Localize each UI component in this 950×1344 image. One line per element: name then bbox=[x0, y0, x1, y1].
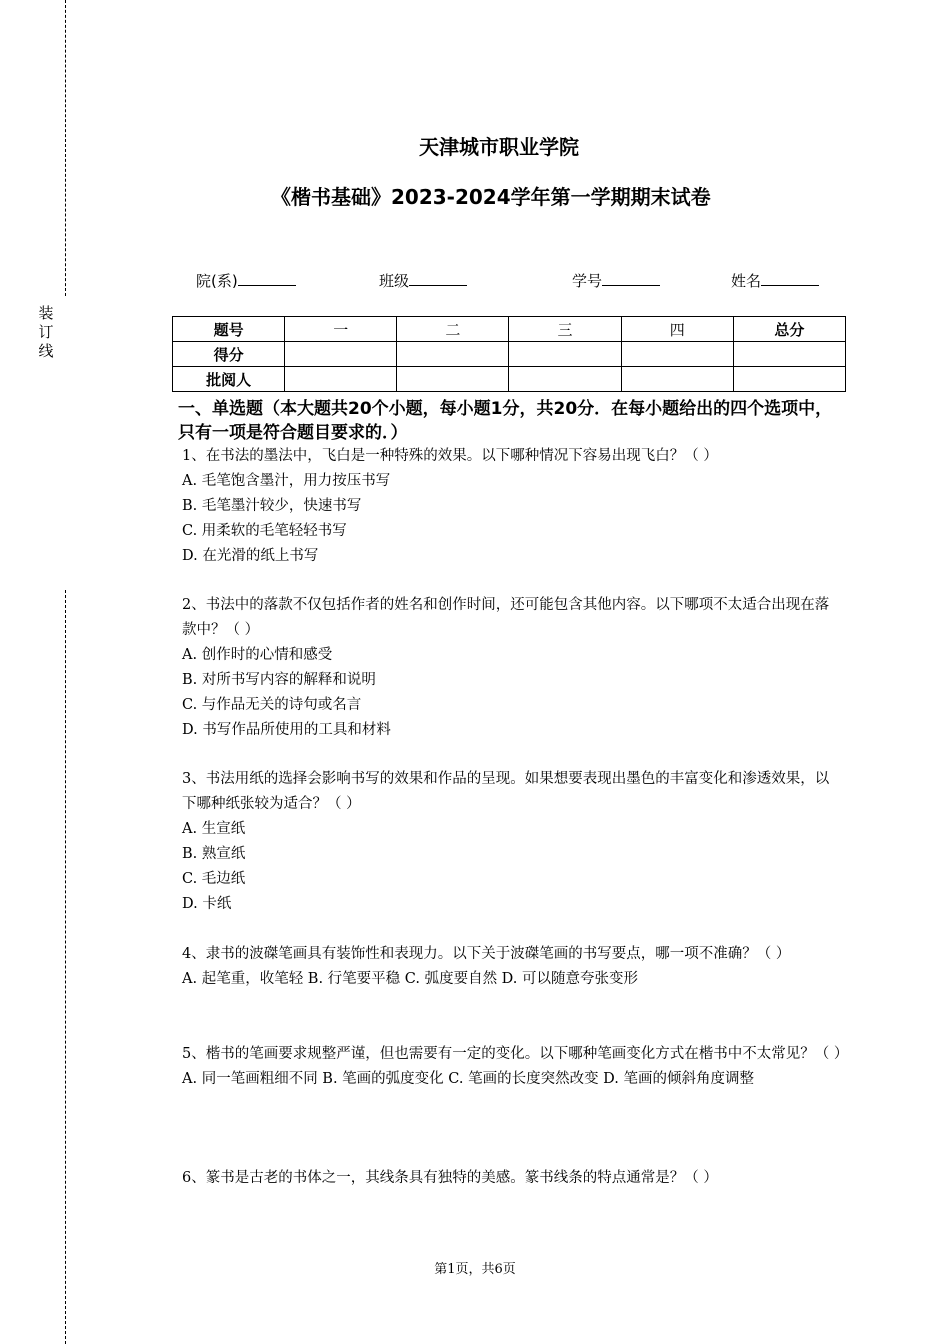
question-stem: 1、在书法的墨法中，飞白是一种特殊的效果。以下哪种情况下容易出现飞白？（ ） bbox=[182, 448, 718, 464]
option: B. 熟宣纸 bbox=[182, 846, 246, 862]
question-stem: 2、书法中的落款不仅包括作者的姓名和创作时间，还可能包含其他内容。以下哪项不太适合出现在落款中？（ ） bbox=[182, 597, 830, 638]
option: B. 对所书写内容的解释和说明 bbox=[182, 672, 376, 688]
department-field: 院(系) bbox=[196, 270, 296, 291]
question-2 bbox=[182, 593, 842, 743]
score-cell[interactable] bbox=[509, 342, 621, 367]
score-header-cell: 三 bbox=[509, 317, 621, 342]
grader-cell[interactable] bbox=[621, 367, 733, 392]
question-5 bbox=[182, 1042, 849, 1092]
option: D. 卡纸 bbox=[182, 896, 232, 912]
question-1 bbox=[182, 444, 842, 569]
score-table-header-row bbox=[173, 317, 846, 342]
score-header-cell: 二 bbox=[397, 317, 509, 342]
question-stem: 5、楷书的笔画要求规整严谨，但也需要有一定的变化。以下哪种笔画变化方式在楷书中不太常见？（ ） bbox=[182, 1046, 849, 1062]
student-id-field: 学号 bbox=[572, 270, 660, 291]
grader-row bbox=[173, 367, 846, 392]
department-blank[interactable] bbox=[238, 271, 296, 286]
binding-label: 装 订 线 bbox=[38, 304, 54, 360]
class-field: 班级 bbox=[379, 270, 467, 291]
school-title: 天津城市职业学院 bbox=[419, 135, 579, 159]
score-table bbox=[172, 316, 846, 392]
option: A. 创作时的心情和感受 bbox=[182, 647, 333, 663]
question-4 bbox=[182, 942, 842, 992]
option: A. 毛笔饱含墨汁，用力按压书写 bbox=[182, 473, 391, 489]
student-id-blank[interactable] bbox=[602, 271, 660, 286]
score-header-cell: 总分 bbox=[733, 317, 845, 342]
grader-cell[interactable] bbox=[285, 367, 397, 392]
score-header-cell: 四 bbox=[621, 317, 733, 342]
name-blank[interactable] bbox=[761, 271, 819, 286]
section-1-title: 一、单选题（本大题共20个小题，每小题1分，共20分．在每小题给出的四个选项中，只有一项是符合题目要求的．） bbox=[178, 399, 833, 443]
question-6 bbox=[182, 1166, 842, 1191]
class-blank[interactable] bbox=[409, 271, 467, 286]
grader-cell[interactable] bbox=[509, 367, 621, 392]
option: A. 同一笔画粗细不同 B. 笔画的弧度变化 C. 笔画的长度突然改变 D. 笔画的倾斜角度调整 bbox=[182, 1071, 755, 1087]
option: D. 在光滑的纸上书写 bbox=[182, 548, 319, 564]
score-row-label: 得分 bbox=[173, 342, 285, 367]
score-cell[interactable] bbox=[733, 342, 845, 367]
option: A. 起笔重，收笔轻 B. 行笔要平稳 C. 弧度要自然 D. 可以随意夸张变形 bbox=[182, 971, 639, 987]
score-header-cell: 一 bbox=[285, 317, 397, 342]
binding-dashed-line-bottom bbox=[65, 590, 66, 1344]
grader-cell[interactable] bbox=[397, 367, 509, 392]
option: C. 毛边纸 bbox=[182, 871, 246, 887]
question-3 bbox=[182, 767, 842, 917]
question-stem: 3、书法用纸的选择会影响书写的效果和作品的呈现。如果想要表现出墨色的丰富变化和渗透效果，以下哪种纸张较为适合？（ ） bbox=[182, 771, 830, 812]
grader-row-label: 批阅人 bbox=[173, 367, 285, 392]
option: C. 与作品无关的诗句或名言 bbox=[182, 697, 362, 713]
score-cell[interactable] bbox=[397, 342, 509, 367]
option: A. 生宣纸 bbox=[182, 821, 246, 837]
score-cell[interactable] bbox=[285, 342, 397, 367]
page-number: 第1页，共6页 bbox=[434, 1262, 516, 1277]
grader-cell[interactable] bbox=[733, 367, 845, 392]
score-cell[interactable] bbox=[621, 342, 733, 367]
option: C. 用柔软的毛笔轻轻书写 bbox=[182, 523, 347, 539]
score-row bbox=[173, 342, 846, 367]
option: B. 毛笔墨汁较少，快速书写 bbox=[182, 498, 362, 514]
question-stem: 4、隶书的波磔笔画具有装饰性和表现力。以下关于波磔笔画的书写要点，哪一项不准确？（ ） bbox=[182, 946, 791, 962]
option: D. 书写作品所使用的工具和材料 bbox=[182, 722, 391, 738]
exam-title: 《楷书基础》2023-2024学年第一学期期末试卷 bbox=[271, 185, 711, 209]
binding-dashed-line-top bbox=[65, 0, 66, 296]
score-header-cell: 题号 bbox=[173, 317, 285, 342]
question-stem: 6、篆书是古老的书体之一，其线条具有独特的美感。篆书线条的特点通常是？（ ） bbox=[182, 1170, 718, 1186]
name-field: 姓名 bbox=[731, 270, 819, 291]
